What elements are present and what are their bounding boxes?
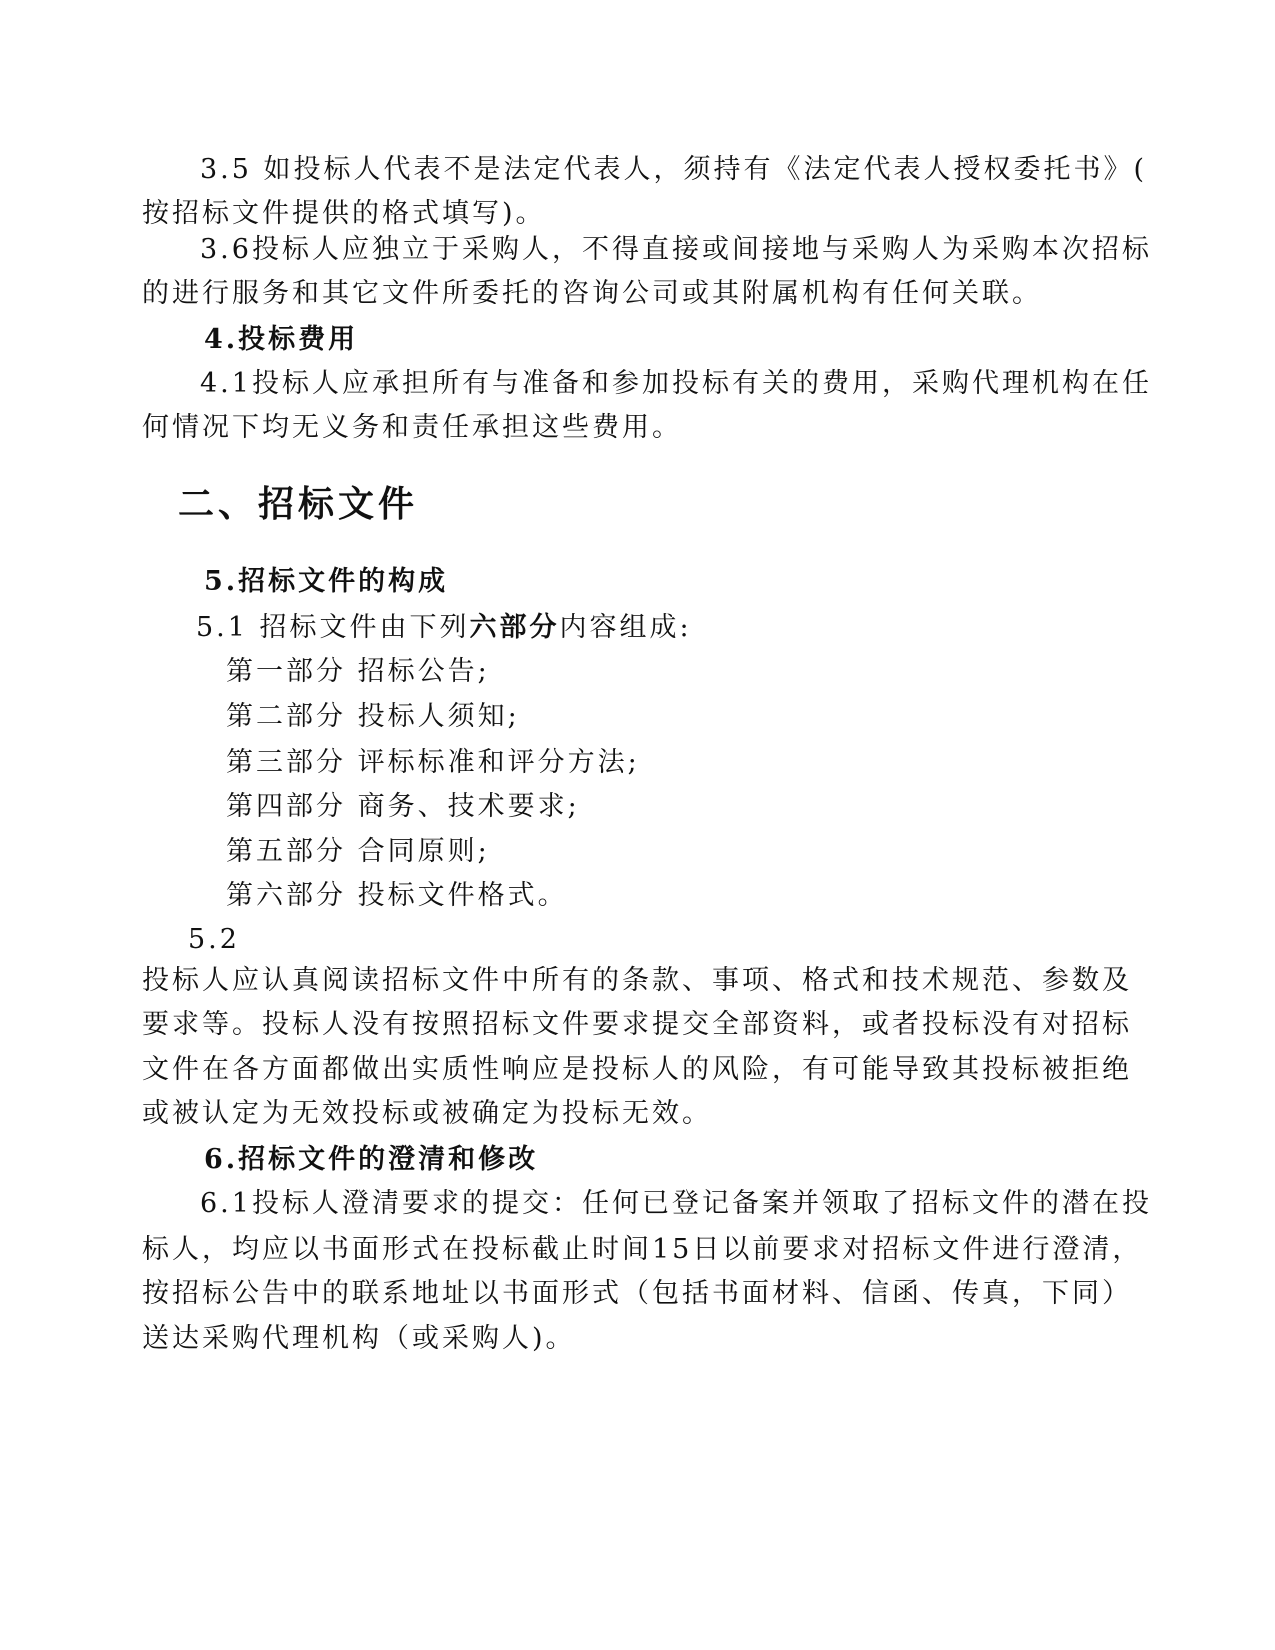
clause-3-6-line-2: 的进行服务和其它文件所委托的咨询公司或其附属机构有任何关联。 bbox=[142, 278, 1042, 309]
clause-4-1-line-1: 4.1投标人应承担所有与准备和参加投标有关的费用，采购代理机构在任 bbox=[200, 368, 1152, 399]
part-item-4: 第四部分 商务、技术要求; bbox=[226, 791, 580, 822]
part-item-5: 第五部分 合同原则; bbox=[226, 836, 490, 867]
part-item-6: 第六部分 投标文件格式。 bbox=[226, 880, 568, 911]
part-item-3: 第三部分 评标标准和评分方法; bbox=[226, 747, 640, 778]
heading-5-composition: 5.招标文件的构成 bbox=[204, 566, 449, 597]
clause-5-1-emphasis: 六部分 bbox=[469, 612, 560, 643]
clause-5-2-line-2: 要求等。投标人没有按照招标文件要求提交全部资料，或者投标没有对招标 bbox=[142, 1009, 1132, 1040]
heading-6-clarification: 6.招标文件的澄清和修改 bbox=[204, 1144, 539, 1175]
clause-6-1-line-3: 按招标公告中的联系地址以书面形式（包括书面材料、信函、传真，下同） bbox=[142, 1278, 1132, 1309]
section-2-title: 二、招标文件 bbox=[178, 483, 419, 525]
part-item-1: 第一部分 招标公告; bbox=[226, 656, 490, 687]
clause-5-1-suffix: 内容组成: bbox=[559, 612, 692, 643]
clause-3-5-line-1: 3.5 如投标人代表不是法定代表人，须持有《法定代表人授权委托书》( bbox=[200, 154, 1148, 185]
clause-5-2-line-3: 文件在各方面都做出实质性响应是投标人的风险，有可能导致其投标被拒绝 bbox=[142, 1054, 1132, 1085]
part-item-2: 第二部分 投标人须知; bbox=[226, 701, 520, 732]
clause-3-5-line-2: 按招标文件提供的格式填写)。 bbox=[142, 198, 546, 229]
clause-5-1 bbox=[196, 610, 692, 646]
clause-5-2-number: 5.2 bbox=[188, 924, 240, 955]
heading-4-bid-costs: 4.投标费用 bbox=[204, 324, 359, 355]
clause-6-1-line-2: 标人，均应以书面形式在投标截止时间15日以前要求对招标文件进行澄清， bbox=[142, 1234, 1143, 1265]
clause-5-2-line-4: 或被认定为无效投标或被确定为投标无效。 bbox=[142, 1098, 712, 1129]
clause-5-1-prefix: 5.1 招标文件由下列 bbox=[196, 612, 470, 643]
clause-6-1-line-1: 6.1投标人澄清要求的提交：任何已登记备案并领取了招标文件的潜在投 bbox=[200, 1188, 1152, 1219]
clause-6-1-line-4: 送达采购代理机构（或采购人)。 bbox=[142, 1323, 576, 1354]
clause-5-2-line-1: 投标人应认真阅读招标文件中所有的条款、事项、格式和技术规范、参数及 bbox=[142, 965, 1132, 996]
clause-4-1-line-2: 何情况下均无义务和责任承担这些费用。 bbox=[142, 412, 682, 443]
clause-3-6-line-1: 3.6投标人应独立于采购人，不得直接或间接地与采购人为采购本次招标 bbox=[200, 234, 1152, 265]
